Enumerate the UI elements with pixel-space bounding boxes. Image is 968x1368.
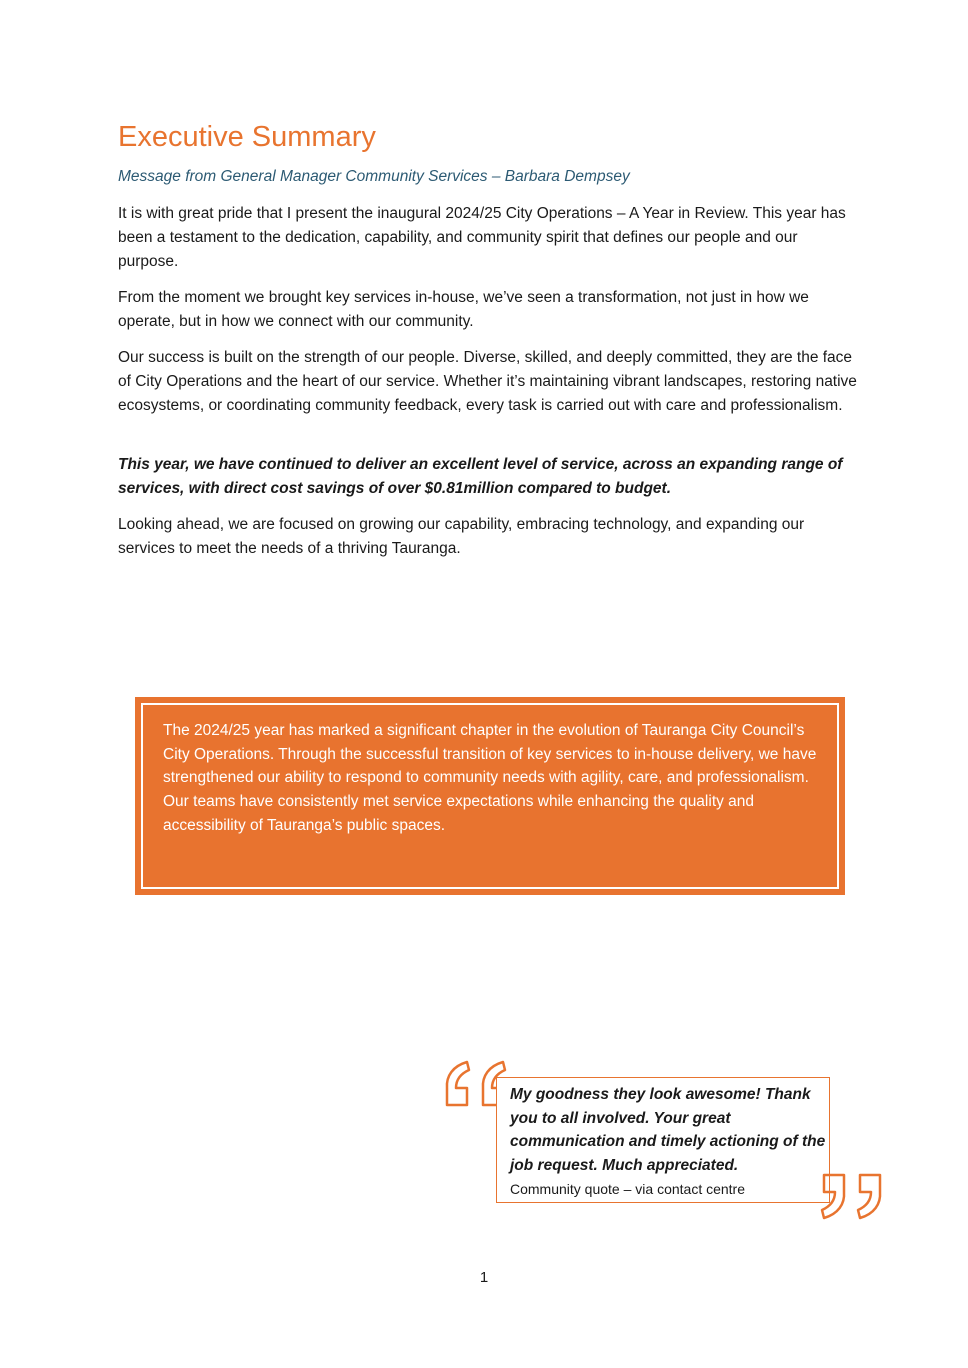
paragraph-highlight: This year, we have continued to deliver an excellent level of service, across an expanding range of services, with direct cost savings of over $0.81million compared to budget. [118, 456, 843, 497]
page-title: Executive Summary [118, 121, 376, 153]
quote-attribution: Community quote – via contact centre [510, 1181, 746, 1197]
paragraph-people: Our success is built on the strength of our people. Diverse, skilled, and deeply committed, they are the face of City Operations and the heart of our service. Whether it’s maintaining vibrant landscapes, restoring native ecosystems, or coordinating community feedback, every task is carried out with care and professionalism. [118, 349, 857, 414]
quote-close-icon [818, 1170, 884, 1222]
paragraph-transformation: From the moment we brought key services in-house, we’ve seen a transformation, not just in how we operate, but in how we connect with our community. [118, 289, 809, 330]
paragraph-intro: It is with great pride that I present the inaugural 2024/25 City Operations – A Year in Review. This year has been a testament to the dedication, capability, and community spirit that defines our people and our purpose. [118, 205, 846, 270]
quote-text: My goodness they look awesome! Thank you to all involved. Your great communication and timely actioning of the job request. Much appreciated. [510, 1086, 826, 1174]
paragraph-outlook: Looking ahead, we are focused on growing our capability, embracing technology, and expanding our services to meet the needs of a thriving Tauranga. [118, 516, 805, 557]
callout-text: The 2024/25 year has marked a significant chapter in the evolution of Tauranga City Council’s City Operations. Through the successful transition of key services to in-house delivery, we have strengthened our ability to respond to community needs with agility, care, and professionalism. Our teams have consistently met service expectations while enhancing the quality and accessibility of Tauranga’s public spaces. [163, 722, 817, 834]
page-subtitle: Message from General Manager Community Services – Barbara Dempsey [118, 168, 630, 185]
page-number: 1 [479, 1269, 489, 1286]
